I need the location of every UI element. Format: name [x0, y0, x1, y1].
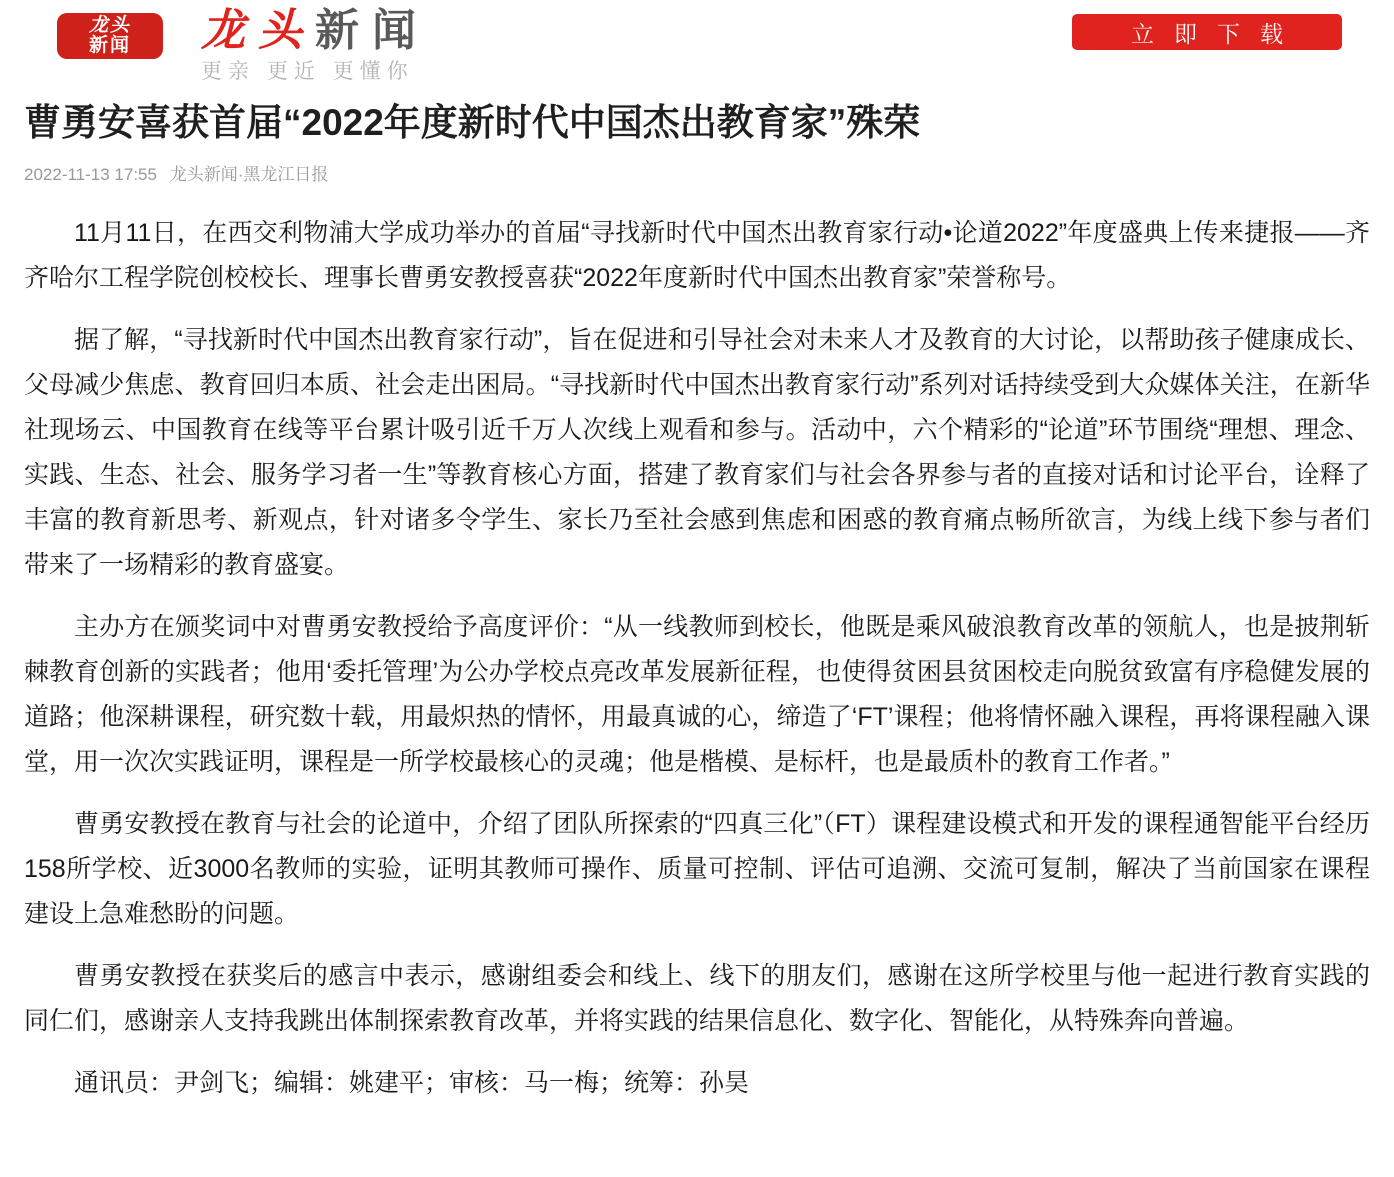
article-datetime: 2022-11-13 17:55	[24, 165, 157, 184]
article-paragraph: 曹勇安教授在获奖后的感言中表示，感谢组委会和线上、线下的朋友们，感谢在这所学校里与他一起进行教育实践的同仁们，感谢亲人支持我跳出体制探索教育改革，并将实践的结果信息化、数字化、智能化，从特殊奔向普遍。	[24, 962, 1370, 1035]
download-button-label: 立即下载	[1131, 20, 1303, 47]
longtou-news-app-icon[interactable]	[57, 13, 163, 59]
logo-wordmark	[201, 8, 429, 54]
article-body	[24, 211, 1370, 1106]
article-title: 曹勇安喜获首届“2022年度新时代中国杰出教育家”殊荣	[24, 102, 921, 143]
logo-wordmark-dark: 新闻	[315, 6, 429, 55]
article-byline: 通讯员：尹剑飞；编辑：姚建平；审核：马一梅；统筹：孙昊	[74, 1069, 750, 1097]
logo-tagline: 更亲 更近 更懂你	[201, 60, 414, 83]
article-source: 龙头新闻·黑龙江日报	[169, 165, 329, 184]
download-button[interactable]	[1072, 14, 1342, 50]
app-icon-text-line1: 龙头	[88, 15, 131, 36]
article-paragraph: 主办方在颁奖词中对曹勇安教授给予高度评价：“从一线教师到校长，他既是乘风破浪教育改革的领航人，也是披荆斩棘教育创新的实践者；他用‘委托管理’为公办学校点亮改革发展新征程，也使得贫困县贫困校走向脱贫致富有序稳健发展的道路；他深耕课程，研究数十载，用最炽热的情怀，用最真诚的心，缔造了‘FT’课程；他将情怀融入课程，再将课程融入课堂，用一次次实践证明，课程是一所学校最核心的灵魂；他是楷模、是标杆，也是最质朴的教育工作者。”	[24, 613, 1370, 776]
article-paragraph: 据了解，“寻找新时代中国杰出教育家行动”，旨在促进和引导社会对未来人才及教育的大讨论，以帮助孩子健康成长、父母减少焦虑、教育回归本质、社会走出困局。“寻找新时代中国杰出教育家行动”系列对话持续受到大众媒体关注，在新华社现场云、中国教育在线等平台累计吸引近千万人次线上观看和参与。活动中，六个精彩的“论道”环节围绕“理想、理念、实践、生态、社会、服务学习者一生”等教育核心方面，搭建了教育家们与社会各界参与者的直接对话和讨论平台，诠释了丰富的教育新思考、新观点，针对诸多令学生、家长乃至社会感到焦虑和困惑的教育痛点畅所欲言，为线上线下参与者们带来了一场精彩的教育盛宴。	[24, 326, 1370, 579]
site-header	[0, 0, 1394, 83]
longtou-news-logo[interactable]	[201, 8, 429, 85]
app-icon-text-line2: 新闻	[88, 35, 131, 56]
article-paragraph: 11月11日，在西交利物浦大学成功举办的首届“寻找新时代中国杰出教育家行动•论道2022”年度盛典上传来捷报——齐齐哈尔工程学院创校校长、理事长曹勇安教授喜获“2022年度新时代中国杰出教育家”荣誉称号。	[24, 219, 1370, 292]
article-paragraph: 曹勇安教授在教育与社会的论道中，介绍了团队所探索的“四真三化”（FT）课程建设模式和开发的课程通智能平台经历158所学校、近3000名教师的实验，证明其教师可操作、质量可控制、评估可追溯、交流可复制，解决了当前国家在课程建设上急难愁盼的问题。	[24, 810, 1370, 928]
logo-wordmark-red: 龙头	[201, 6, 315, 55]
article	[0, 101, 1394, 1146]
article-meta	[24, 160, 1370, 185]
